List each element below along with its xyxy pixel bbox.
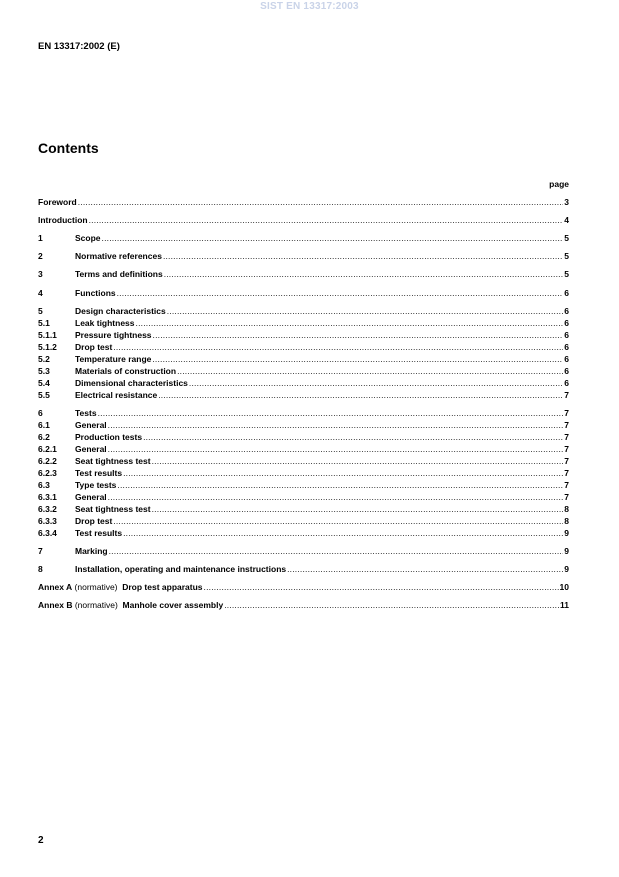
contents-heading: Contents <box>38 140 99 156</box>
toc-number: 5.1.1 <box>38 330 57 340</box>
toc-page: 6 <box>564 354 569 364</box>
toc-title: Drop test <box>75 342 113 352</box>
toc-entry[interactable] <box>38 456 569 467</box>
dot-leader <box>167 306 564 317</box>
dot-leader <box>287 564 563 575</box>
annex-label: Annex A <box>38 582 73 592</box>
toc-page: 5 <box>564 233 569 243</box>
toc-number: 6.3.4 <box>38 528 57 538</box>
toc-number: 5.3 <box>38 366 50 376</box>
toc-entry[interactable] <box>38 288 569 299</box>
toc-title <box>38 600 223 611</box>
toc-entry[interactable] <box>38 215 569 226</box>
toc-title: Introduction <box>38 215 88 225</box>
toc-number: 5.1.2 <box>38 342 57 352</box>
toc-title: Type tests <box>75 480 117 490</box>
toc-number: 7 <box>38 546 43 556</box>
annex-type: (normative) <box>72 600 118 610</box>
toc-title: Functions <box>75 288 116 298</box>
document-id: EN 13317:2002 (E) <box>38 41 120 52</box>
dot-leader <box>177 366 563 377</box>
toc-page: 7 <box>564 456 569 466</box>
toc-title: Terms and definitions <box>75 269 163 279</box>
toc-number: 3 <box>38 269 43 279</box>
toc-number: 4 <box>38 288 43 298</box>
toc-number: 6 <box>38 408 43 418</box>
toc-page: 3 <box>564 197 569 207</box>
dot-leader <box>143 432 563 443</box>
toc-number: 8 <box>38 564 43 574</box>
toc-title: Test results <box>75 468 123 478</box>
toc-number: 6.3 <box>38 480 50 490</box>
toc-page: 11 <box>560 600 569 610</box>
toc-title: Installation, operating and maintenance instructions <box>75 564 287 574</box>
toc-entry[interactable] <box>38 582 569 593</box>
toc-entry[interactable] <box>38 432 569 443</box>
toc-title: Design characteristics <box>75 306 166 316</box>
toc-page: 7 <box>564 480 569 490</box>
toc-page: 7 <box>564 468 569 478</box>
dot-leader <box>152 504 564 515</box>
toc-entry[interactable] <box>38 197 569 208</box>
annex-title: Drop test apparatus <box>117 582 203 592</box>
toc-entry[interactable] <box>38 330 569 341</box>
toc-number: 6.3.2 <box>38 504 57 514</box>
toc-page: 6 <box>564 330 569 340</box>
toc-title: Dimensional characteristics <box>75 378 188 388</box>
dot-leader <box>117 288 564 299</box>
toc-page: 6 <box>564 318 569 328</box>
annex-type: (normative) <box>72 582 118 592</box>
page-column-label: page <box>549 179 569 189</box>
toc-number: 6.3.3 <box>38 516 57 526</box>
page-number: 2 <box>38 835 44 846</box>
toc-title: Leak tightness <box>75 318 135 328</box>
toc-entry[interactable] <box>38 504 569 515</box>
toc-entry[interactable] <box>38 444 569 455</box>
toc-entry[interactable] <box>38 390 569 401</box>
dot-leader <box>109 546 564 557</box>
toc-title: Seat tightness test <box>75 504 151 514</box>
toc-entry[interactable] <box>38 233 569 244</box>
toc-number: 5.4 <box>38 378 50 388</box>
toc-title: Marking <box>75 546 108 556</box>
toc-number: 5 <box>38 306 43 316</box>
toc-number: 6.2.1 <box>38 444 57 454</box>
dot-leader <box>224 600 559 611</box>
dot-leader <box>98 408 564 419</box>
toc-number: 6.3.1 <box>38 492 57 502</box>
toc-number: 5.1 <box>38 318 50 328</box>
toc-page: 6 <box>564 288 569 298</box>
toc-number: 1 <box>38 233 43 243</box>
toc-entry[interactable] <box>38 564 569 575</box>
toc-title: Test results <box>75 528 123 538</box>
dot-leader <box>152 456 564 467</box>
toc-entry[interactable] <box>38 546 569 557</box>
toc-entry[interactable] <box>38 528 569 539</box>
toc-title: Pressure tightness <box>75 330 152 340</box>
toc-title <box>38 582 203 593</box>
toc-number: 6.2 <box>38 432 50 442</box>
annex-label: Annex B <box>38 600 73 610</box>
toc-page: 7 <box>564 408 569 418</box>
toc-number: 5.5 <box>38 390 50 400</box>
toc-entry[interactable] <box>38 269 569 280</box>
toc-entry[interactable] <box>38 306 569 317</box>
toc-title: General <box>75 492 107 502</box>
toc-entry[interactable] <box>38 342 569 353</box>
dot-leader <box>108 420 564 431</box>
toc-title: Seat tightness test <box>75 456 151 466</box>
toc-title: Materials of construction <box>75 366 177 376</box>
dot-leader <box>136 318 564 329</box>
toc-title: Normative references <box>75 251 162 261</box>
dot-leader <box>152 354 563 365</box>
toc-page: 7 <box>564 420 569 430</box>
toc-page: 7 <box>564 390 569 400</box>
toc-number: 6.1 <box>38 420 50 430</box>
toc-page: 8 <box>564 504 569 514</box>
toc-page: 4 <box>564 215 569 225</box>
dot-leader <box>123 528 563 539</box>
dot-leader <box>123 468 563 479</box>
toc-entry[interactable] <box>38 378 569 389</box>
toc-title: Production tests <box>75 432 143 442</box>
toc-title: Scope <box>75 233 101 243</box>
dot-leader <box>113 516 563 527</box>
dot-leader <box>204 582 559 593</box>
toc-number: 5.2 <box>38 354 50 364</box>
toc-entry[interactable] <box>38 251 569 262</box>
toc-title: Temperature range <box>75 354 152 364</box>
toc-page: 9 <box>564 546 569 556</box>
toc-entry[interactable] <box>38 492 569 503</box>
toc-page: 6 <box>564 366 569 376</box>
toc-entry[interactable] <box>38 480 569 491</box>
toc-entry[interactable] <box>38 516 569 527</box>
toc-page: 7 <box>564 492 569 502</box>
dot-leader <box>153 330 564 341</box>
watermark: SIST EN 13317:2003 <box>260 1 359 12</box>
dot-leader <box>89 215 564 226</box>
toc-entry[interactable] <box>38 600 569 611</box>
dot-leader <box>189 378 563 389</box>
dot-leader <box>158 390 563 401</box>
toc-page: 6 <box>564 306 569 316</box>
toc-entry[interactable] <box>38 318 569 329</box>
dot-leader <box>108 492 564 503</box>
dot-leader <box>113 342 563 353</box>
toc-title: General <box>75 420 107 430</box>
toc-page: 9 <box>564 528 569 538</box>
dot-leader <box>117 480 563 491</box>
toc-title: Drop test <box>75 516 113 526</box>
dot-leader <box>108 444 564 455</box>
toc-title: Foreword <box>38 197 77 207</box>
toc-number: 6.2.3 <box>38 468 57 478</box>
toc-page: 8 <box>564 516 569 526</box>
dot-leader <box>102 233 564 244</box>
toc-number: 2 <box>38 251 43 261</box>
dot-leader <box>163 251 563 262</box>
toc-title: General <box>75 444 107 454</box>
toc-entry[interactable] <box>38 354 569 365</box>
toc-page: 9 <box>564 564 569 574</box>
toc-entry[interactable] <box>38 420 569 431</box>
toc-page: 6 <box>564 378 569 388</box>
dot-leader <box>164 269 564 280</box>
toc-page: 6 <box>564 342 569 352</box>
dot-leader <box>78 197 564 208</box>
toc-page: 7 <box>564 432 569 442</box>
toc-entry[interactable] <box>38 366 569 377</box>
toc-page: 7 <box>564 444 569 454</box>
toc-number: 6.2.2 <box>38 456 57 466</box>
toc-entry[interactable] <box>38 468 569 479</box>
annex-title: Manhole cover assembly <box>117 600 224 610</box>
toc-entry[interactable] <box>38 408 569 419</box>
toc-page: 5 <box>564 251 569 261</box>
toc-title: Electrical resistance <box>75 390 158 400</box>
toc-page: 5 <box>564 269 569 279</box>
toc-page: 10 <box>559 582 569 592</box>
toc-title: Tests <box>75 408 97 418</box>
